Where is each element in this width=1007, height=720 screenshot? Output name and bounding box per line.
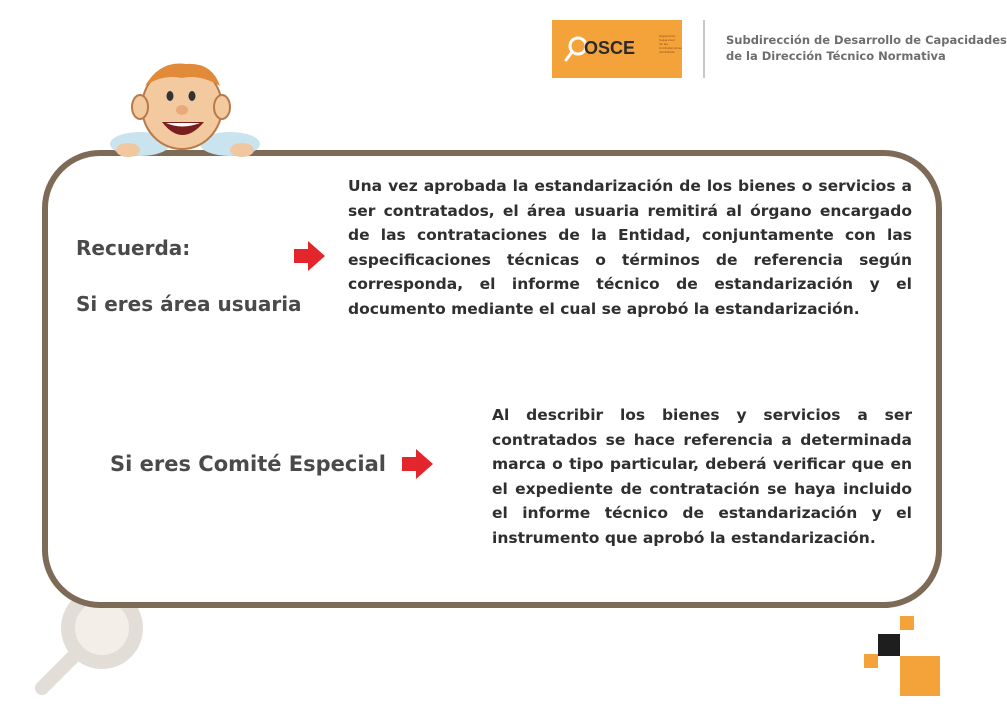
header-divider: [703, 20, 705, 78]
logo-small-text: Organismo Supervisor de las Contrataciones del Estado: [659, 34, 682, 54]
comite-especial-text: Al describir los bienes y servicios a ser contratados se hace referencia a determinada marca o tipo particular, deberá verificar que en el expediente de contratación se haya incluido el informe técnico de estandarización y el instrumento que aprobó la estandarización.: [492, 406, 912, 547]
osce-logo: [552, 20, 682, 78]
arrow-right-icon: [292, 240, 326, 272]
mascot-illustration: [100, 52, 270, 162]
area-usuaria-text: Una vez aprobada la estandarización de los bienes o servicios a ser contratados, el área usuaria remitirá al órgano encargado de las contrataciones de la Entidad, conjuntamente con las especificaciones técnicas o términos de referencia según corresponda, el informe técnico de estandarización y el documento mediante el cual se aprobó la estandarización.: [348, 177, 912, 318]
org-name: [726, 32, 1007, 64]
area-usuaria-label: Si eres área usuaria: [76, 292, 302, 316]
decorative-squares: [856, 610, 946, 710]
recuerda-heading: Recuerda:: [76, 236, 191, 260]
org-line-1: Subdirección de Desarrollo de Capacidades: [726, 33, 1007, 47]
comite-especial-label: Si eres Comité Especial: [110, 452, 386, 476]
org-line-2: de la Dirección Técnico Normativa: [726, 49, 946, 63]
logo-text: OSCE: [584, 38, 636, 58]
arrow-right-icon: [400, 448, 434, 480]
osce-logo-mark: [564, 29, 656, 69]
